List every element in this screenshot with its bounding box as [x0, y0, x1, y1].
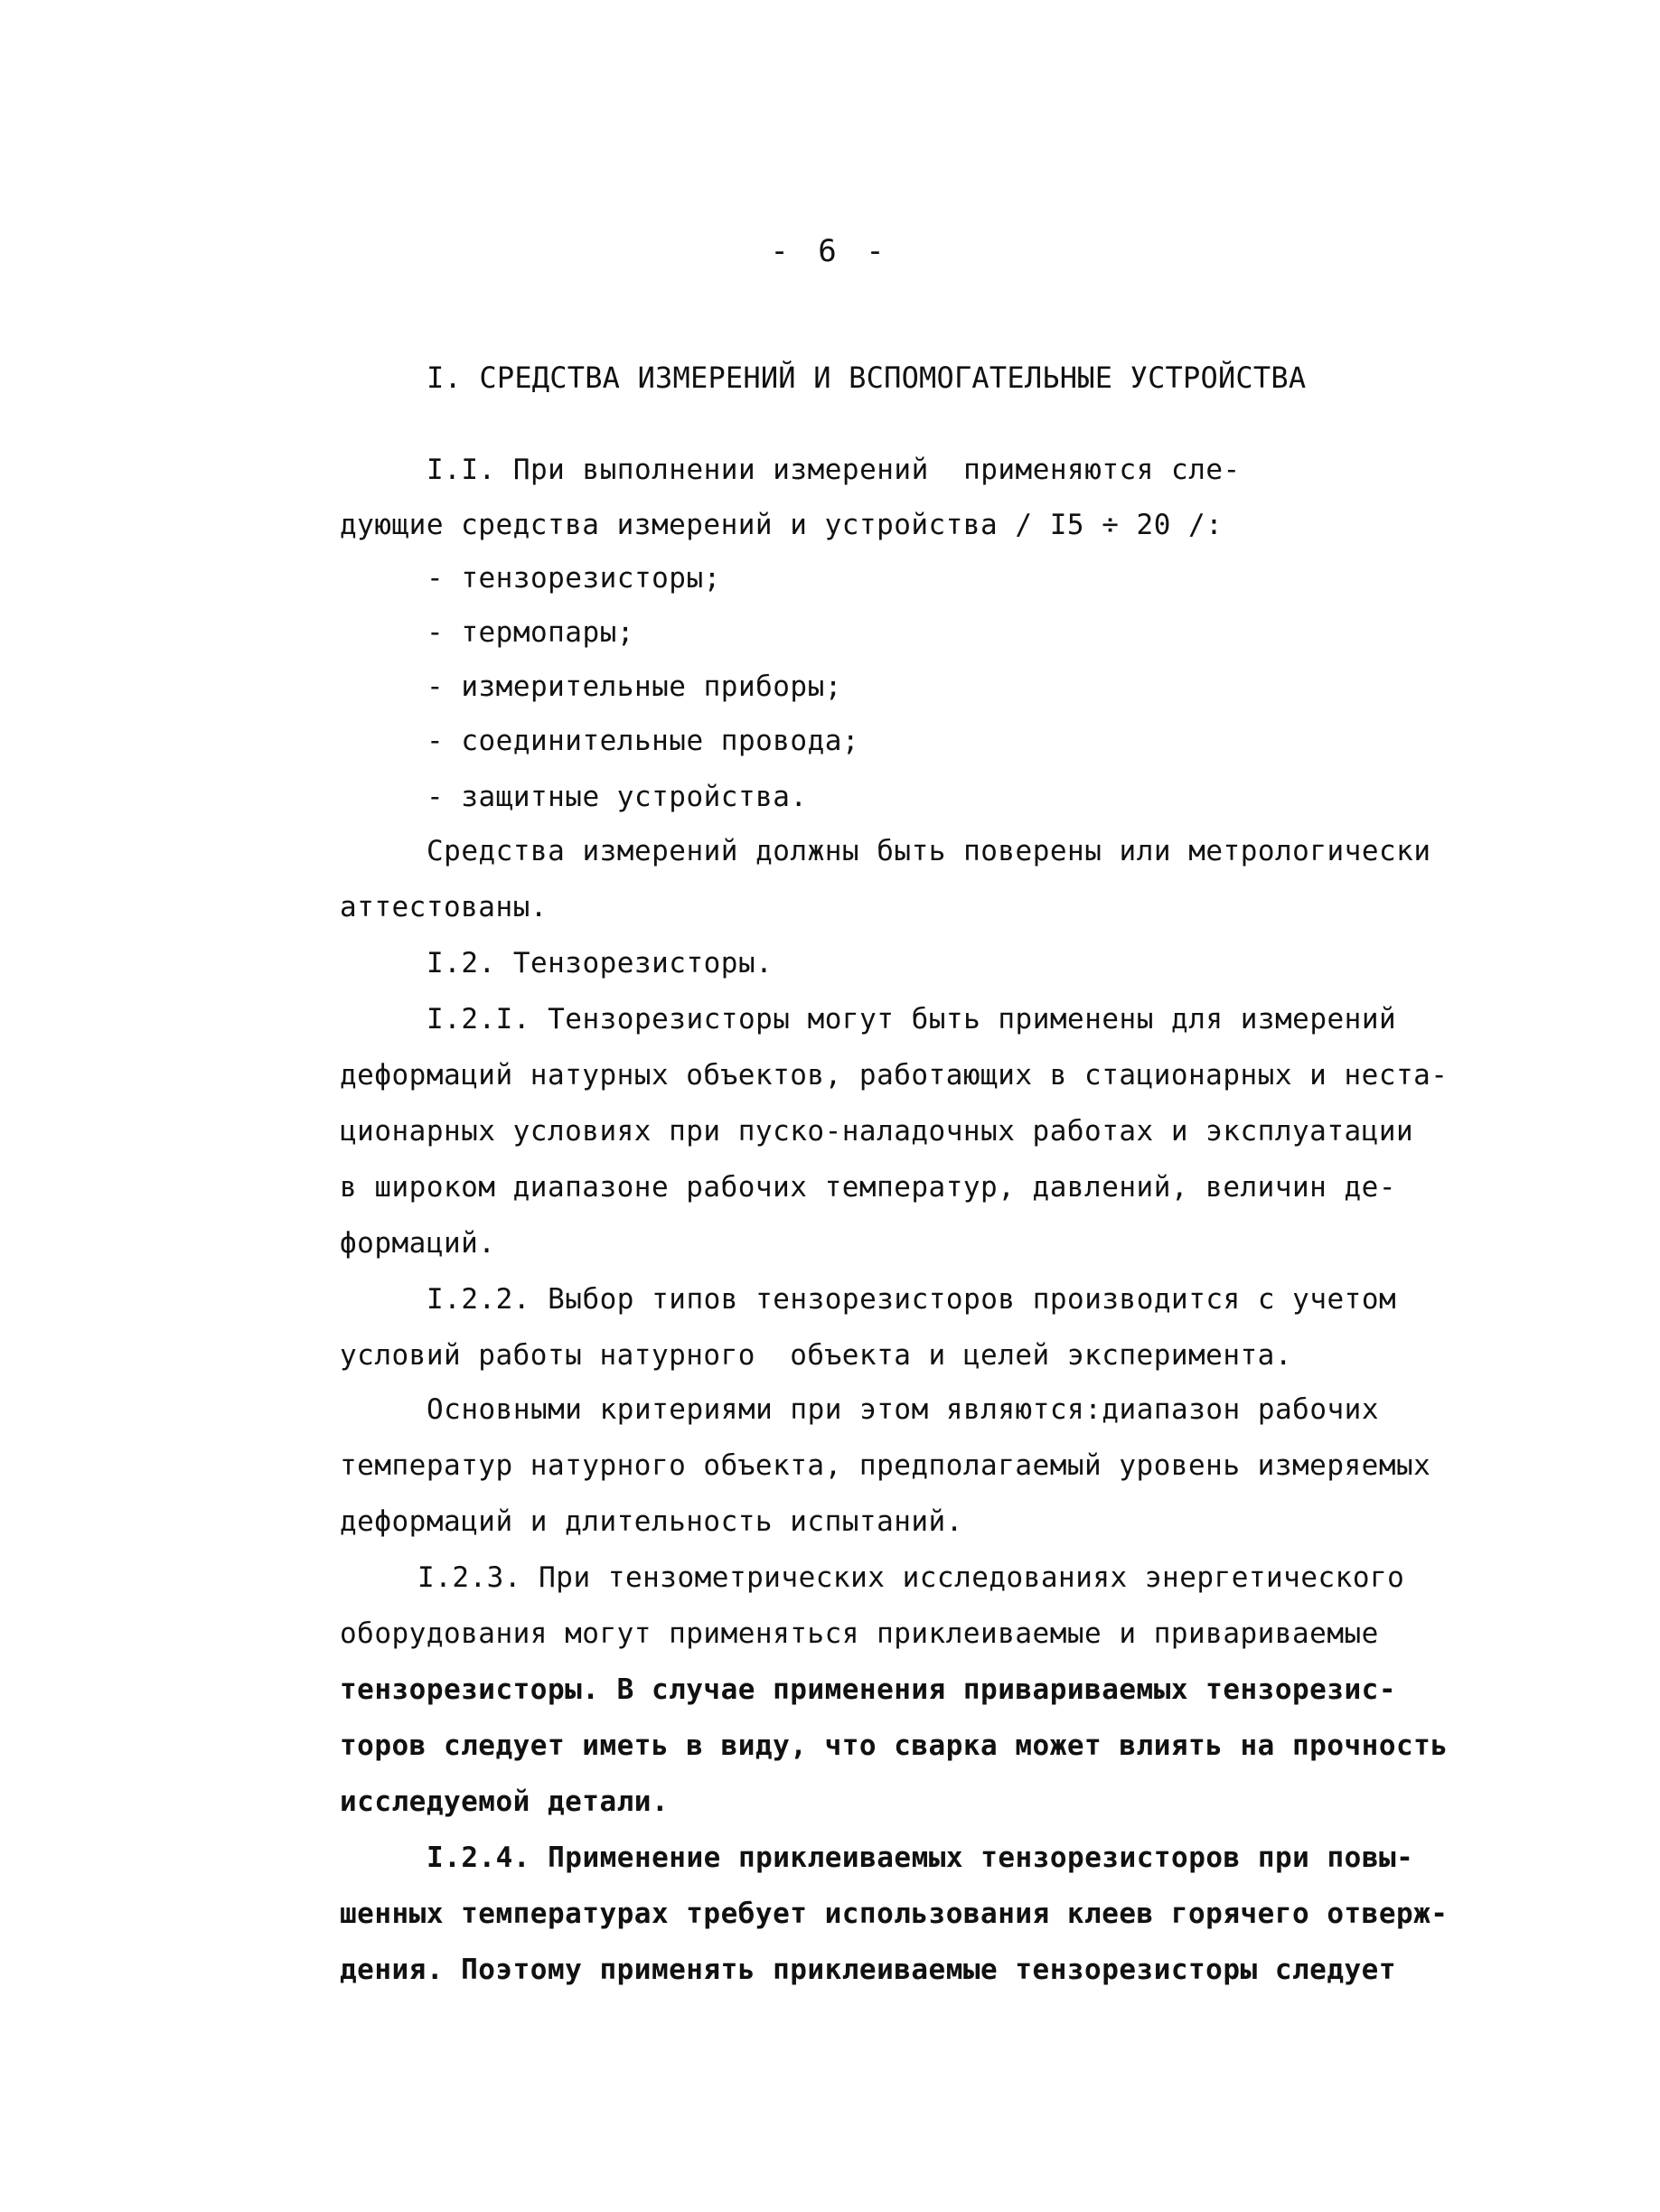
text-line: I.2.3. При тензометрических исследованиях энергетического: [417, 1561, 1405, 1594]
text-line: дения. Поэтому применять приклеиваемые тензорезисторы следует: [340, 1954, 1396, 1986]
list-item: - термопары;: [427, 616, 634, 649]
text-line: ционарных условиях при пуско-наладочных работах и эксплуатации: [340, 1115, 1414, 1148]
text-line: шенных температурах требует использования клеев горячего отверж-: [340, 1898, 1449, 1930]
text-line: I.2.I. Тензорезисторы могут быть применены для измерений: [427, 1003, 1397, 1036]
list-item: - измерительные приборы;: [427, 670, 842, 703]
text-line: I.2.4. Применение приклеиваемых тензорезисторов при повы-: [427, 1842, 1414, 1874]
text-line: температур натурного объекта, предполагаемый уровень измеряемых: [340, 1449, 1431, 1482]
text-line: тензорезисторы. В случае применения привариваемых тензорезис-: [340, 1673, 1396, 1706]
text-line: Основными критериями при этом являются:диапазон рабочих: [427, 1393, 1379, 1426]
text-line: торов следует иметь в виду, что сварка может влиять на прочность: [340, 1729, 1449, 1762]
subsection-heading: I.2. Тензорезисторы.: [427, 947, 774, 979]
text-line: I.2.2. Выбор типов тензорезисторов производится с учетом: [427, 1283, 1397, 1316]
text-line: деформаций натурных объектов, работающих в стационарных и неста-: [340, 1059, 1449, 1092]
list-item: - тензорезисторы;: [427, 562, 721, 595]
text-line: аттестованы.: [340, 891, 548, 923]
list-item: - соединительные провода;: [427, 725, 860, 757]
text-line: дующие средства измерений и устройства / I5 ÷ 20 /:: [340, 509, 1224, 541]
text-line: деформаций и длительность испытаний.: [340, 1505, 963, 1538]
text-line: исследуемой детали.: [340, 1786, 670, 1818]
text-line: условий работы натурного объекта и целей эксперимента.: [340, 1339, 1292, 1372]
text-line: в широком диапазоне рабочих температур, давлений, величин де-: [340, 1171, 1396, 1204]
list-item: - защитные устройства.: [427, 781, 808, 813]
text-line: I.I. При выполнении измерений применяются сле-: [427, 454, 1241, 486]
text-line: Средства измерений должны быть поверены или метрологически: [427, 835, 1431, 867]
text-line: оборудования могут применяться приклеиваемые и привариваемые: [340, 1617, 1379, 1650]
text-line: формаций.: [340, 1227, 496, 1260]
page-number: - 6 -: [770, 233, 890, 269]
section-heading: I. СРЕДСТВА ИЗМЕРЕНИЙ И ВСПОМОГАТЕЛЬНЫЕ УСТРОЙСТВА: [427, 361, 1307, 395]
